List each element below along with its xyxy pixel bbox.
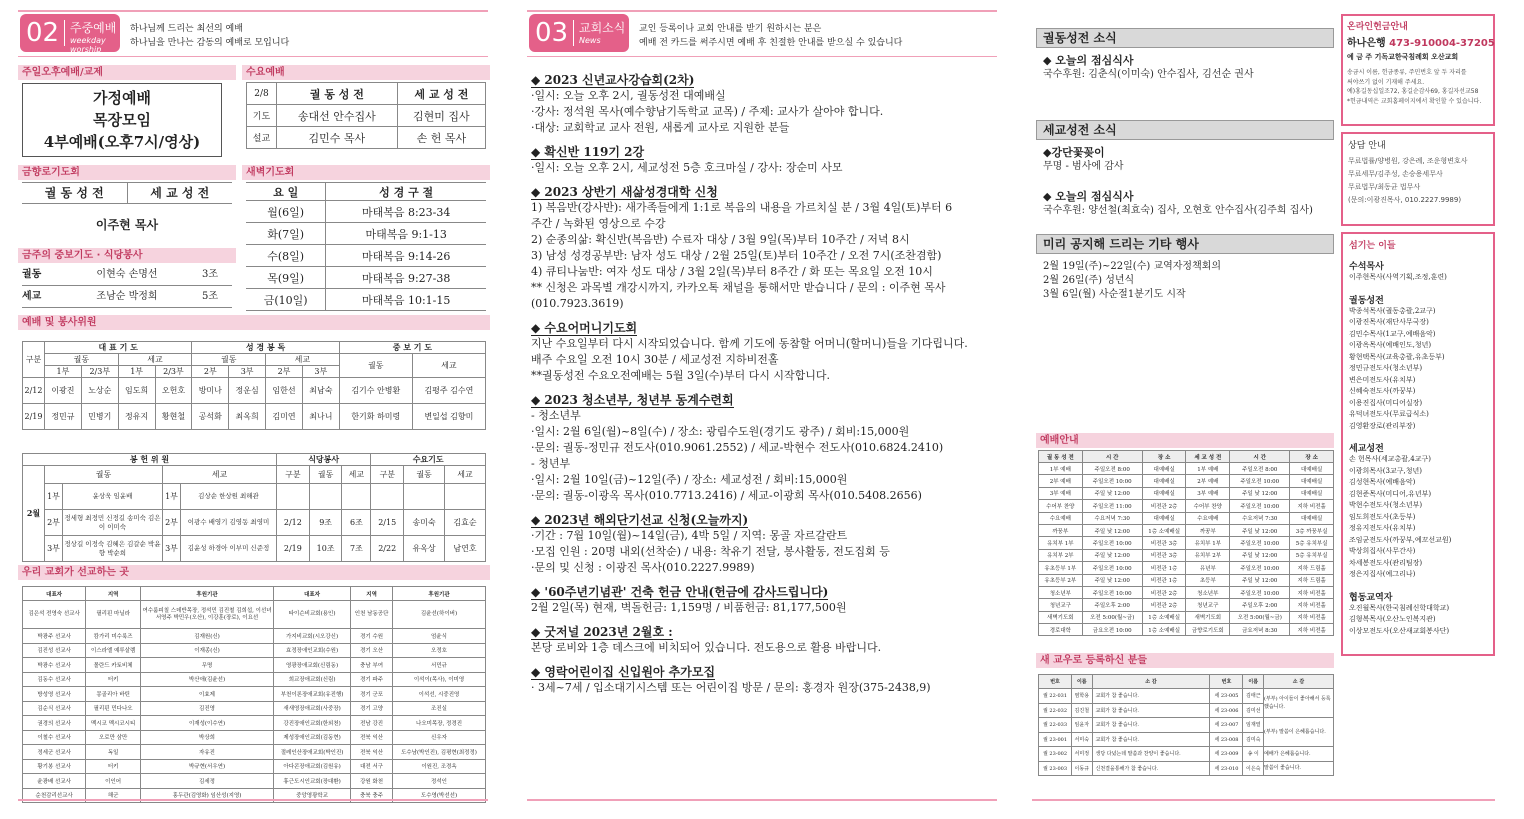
schedule-row: 유치부 1부 주일오전 10:00 비전관 3층 유치부 1부 주일오전 10:00 5층 유치부실	[1039, 537, 1334, 549]
schedule-row: 1부 예배 주일오전 8:00 대예배실 1부 예배 주일오전 8:00 대예배실	[1039, 463, 1334, 475]
sunday-line-3: 4부예배(오후7시/영상)	[43, 133, 201, 151]
friday-prayer-box: 궐 동 성 전 세 교 성 전 이주현 목사	[22, 182, 232, 246]
server-entry: 이광옥목사(예배인도,청년)	[1349, 341, 1432, 349]
news-line: 주간 / 녹화된 영상으로 수강	[531, 217, 666, 230]
server-entry: 정유지전도사(유치부)	[1349, 524, 1416, 532]
news-line: ·일시: 2월 10일(금)~12일(주) / 장소: 세교성전 / 회비:15,000원	[531, 473, 848, 486]
newcomer-row: 궐 22-032 김진철 교회가 참 좋습니다. 세 23-006 김미선	[1039, 703, 1334, 718]
friday-prayer-label: 금향로기도회	[18, 165, 236, 180]
server-entry: 이용진집사(미디어실장)	[1349, 398, 1423, 407]
server-entry: 김현준목사(미디어,유년부)	[1349, 489, 1432, 498]
schedule-table: 궐 동 성 전 시 간 장 소 세 교 성 전 시 간 장 소 1부 예배 주일오전 8:00 대예배실 1부 예배 주일오전 8:00 대예배실 2부 예배 주일오전 10:00 대예배실 2부 예배 주일오전 10:00 대예배실 3부 예배 주일 낮 12:00 대예배실 3부 예배 주일 낮 12:00 대예배실 수어부 찬양 주일오전 11:00 비전관 2층 수어부 찬양 주일오전 10:00 지하 비전홀 수요예배 수요저녁 7:30 대예배실 수요예배 수요저녁 7:30 대예배실 까꿍부 주일 낮 12:00 1층 소예배실 까꿍부 주일 낮 12:00 3층 까꿍부실 유치부 1부 주일오전 10:00 비전관 3층 유치부 1부 주일오전 10:00 5층 유치부실 유치부 2부 주일 낮 12:00 비전관 3층 유치부 2부 주일 낮 12:00 5층 유치부실 유초등부 1부 주일오전 10:00 비전관 1층 유년부 주일오전 10:00 지하 드림홀 유초등부 2부 주일 낮 12:00 비전관 1층 초등부 주일 낮 12:00 지하 드림홀 청소년부 주일오전 10:00 비전관 2층 청소년부 주일오전 10:00 지하 비전홀 청년교구 주일오후 2:00 비전관 2층 청년교구 주일오후 2:00 지하 비전홀 새벽기도회 오전 5:00(월~금) 1층 소예배실 새벽기도회 오전 5:00(월~금) 지하 비전홀 경로대학 금요오전 10:00 1층 소예배실 금향로기도회 금요저녁 8:30 지하 비전홀	[1038, 450, 1334, 636]
schedule-row: 3부 예배 주일 낮 12:00 대예배실 3부 예배 주일 낮 12:00 대예배실	[1039, 487, 1334, 499]
newcomer-row: 궐 23-003 이동규 신천결을통해가 참 좋습니다. 세 23-010 이은숙 말씀이 좋습니다.	[1039, 761, 1334, 776]
schedule-row: 유초등부 2부 주일 낮 12:00 비전관 1층 초등부 주일 낮 12:00 지하 드림홀	[1039, 574, 1334, 586]
news-line: ·모집 인원 : 20명 내외(선착순) / 내용: 착유기 전달, 봉사활동, 전도집회 등	[531, 545, 890, 558]
server-entry: 박종석목사(궐동총괄,2교구)	[1349, 306, 1436, 315]
server-entry: 이광희목사(3교구,청년)	[1349, 466, 1422, 475]
server-entry: 이상모전도사(오산새교회봉사단)	[1349, 626, 1450, 635]
mission-row: 순천감리선교사 해군 홍두관(김영화) 임산성(지영) 중앙영광학교 충북 충주 도수영(박선선)	[23, 788, 486, 803]
server-entry: 손 헌목사(세교총괄,4교구)	[1349, 455, 1431, 463]
newcomer-row: 궐 23-002 서미정 생당 다녔는데 말씀과 찬양이 좋습니다. 세 23-009 송 이 예배가 은혜롭습니다.	[1039, 747, 1334, 762]
server-entry: 변은미전도사(유치부)	[1349, 375, 1416, 384]
servants-row: 2/19 정민규 민병기 정유지 황현철 공석화 최옥희 김미연 최나니 한기화 하미령 변일섭 김향미	[23, 404, 486, 430]
news-line: ·문의: 궐동-이광옥 목사(010.7713.2416) / 세교-이광희 목사(010.5408.2656)	[531, 489, 922, 502]
mission-row: 박광주 선교사 캄가리 미수룩즈 김재원(신) 가지비교회(시오강신) 경기 수원 엄윤식	[23, 629, 486, 644]
news-line: ·기간 : 7월 10일(월)~14일(금), 4박 5일 / 지역: 몽골 자르갈란트	[531, 529, 848, 542]
page-03	[527, 8, 1497, 803]
news-line: (010.7923.3619)	[531, 297, 624, 310]
server-entry: 유덕녀전도사(무료급식소)	[1349, 410, 1429, 418]
page-03-description: 교인 등록이나 교회 안내를 받기 원하시는 분은 예배 전 카드를 써주시면 예배 후 친절한 안내를 받으실 수 있습니다	[639, 24, 903, 48]
wednesday-service-label: 수요예배	[242, 65, 490, 80]
schedule-row: 수어부 찬양 주일오전 11:00 비전관 2층 수어부 찬양 주일오전 10:00 지하 비전홀	[1039, 500, 1334, 512]
news-line: - 청소년부	[531, 409, 581, 422]
news-heading: ◆ '60주년기념관' 건축 헌금 안내(헌금에 감사드립니다)	[531, 585, 829, 599]
news-line: 1) 복음반(강사반): 새가족들에게 1:1로 복음의 내용을 가르치실 분 / 3월 4일(토)부터 6	[531, 201, 953, 214]
friday-leader: 이주현 목사	[95, 218, 159, 232]
servants-table: 구분 대 표 기 도 성 경 봉 독 중 보 기 도 궐동 세교 궐동 세교 궐동 세교 1부 2/3부 1부 2/3부 2부 3부 2부 3부 2/12 이광진 노상순 임도희 오헌호 방미나 정운심 임한선 최남숙 김기수 안병환 김평주 김수연 2/19 정민규 민병기 정유지 황현철 공석화 최옥희 김미연 최나니 한기화 하미령 변일섭 김향미	[22, 341, 486, 430]
news-line: ·일시: 2월 6일(월)~8일(수) / 장소: 광림수도원(경기도 광주) / 회비:15,000원	[531, 425, 910, 438]
page-03-badge: 03 교회소식 News	[529, 14, 629, 52]
news-line: ·문의 및 신청 : 이광진 목사(010.2227.9989)	[531, 561, 755, 574]
schedule-row: 청년교구 주일오후 2:00 비전관 2층 청년교구 주일오후 2:00 지하 비전홀	[1039, 599, 1334, 611]
wednesday-table: 2/8 궐 동 성 전 세 교 성 전 기도 송대선 안수집사 김현미 집사 설교 김민수 목사 손 헌 목사	[246, 82, 486, 149]
page-02-description: 하나님께 드리는 최선의 예배 하나님을 만나는 감동의 예배로 모입니다	[130, 24, 290, 48]
server-entry: 차세봉전도사(관리팀장)	[1349, 558, 1423, 567]
sunday-line-2: 목장모임	[93, 111, 151, 129]
server-entry: 오진월목사(한국침례신학대학교)	[1349, 603, 1450, 612]
news-heading: ◆ 2023 청소년부, 청년부 동계수련회	[531, 393, 734, 407]
news-line: ** 신청은 과목별 개강시까지, 카카오톡 채널을 통해서만 받습니다 / 문의 : 이주현 목사	[531, 281, 946, 294]
server-entry: 박현수전도사(청소년부)	[1349, 501, 1423, 509]
offering-row: 2부 정세형 최정민 신정길 송미숙 김은이 이미숙 2부 이광수 배영기 김영동 최영미 2/12 9조 6조 2/15 송미숙 김효순	[23, 510, 486, 536]
page-02-badge	[20, 14, 120, 52]
schedule-label: 예배안내	[1036, 433, 1334, 448]
dawn-prayer-label: 새벽기도회	[242, 165, 490, 180]
segyo-news-title: 세교성전 소식	[1036, 120, 1334, 140]
mission-table: 대표자 지역 후원기관 대표자 지역 후원기관 김은석 전영숙 선교사 필리핀 마닐라 여수룸피칠 스데반목장, 정석민 김진철 김희섭, 이선녀 서영주 박민우(오산), 이강훈(장로), 이요선 타이슨비교회(용인) 인천 남동공단 김윤선(하이버) 박광주 선교사 캄가리 미수룩즈 김재원(신) 가지비교회(시오강신) 경기 수원 엄윤식 김진성 선교사 이스라엘 예루살렘 이재종(신) 효정장애인교회(수원) 경기 오산 오정호 박광수 선교사 몰란드 카토비체 무명 영광장애교회(신림동) 충남 부여 서민규 김동수 선교사 터키 박산애(김윤선) 희교장애교회(신림) 경기 파주 이석이(목사), 이미영 방성영 선교사 몽골리아 바틴 이효제 부천이론장애교회(유진행) 경기 군포 이석선, 시중진영 김순식 선교사 필리핀 민다나오 김진영 새새영장애교회(사중장) 경기 고양 조진실 권경의 선교사 멕시코 멕시코시티 이재성(이수연) 강진장애인교회(한외천) 전남 강진 나오미목장, 정경진 이철수 선교사 오로만 삼만 박상희 제성장애인교회(김동현) 전북 익산 신우자 정세군 선교사 독일 자유진 절레인산장애교회(박인진) 전북 익산 도수남(박인진), 김평현(최정정) 황기봉 선교사 터키 박규현(서우연) 아다콘장애교회(김원유) 대전 서구 이원진, 조경옥 윤광배 선교사 이인어 김세정 휴근도시인교회(장대환) 강원 화천 정석인 순천감리선교사 해군 홍두관(김영화) 임산성(지영) 중앙영광학교 충북 충주 도수영(박선선)	[22, 586, 486, 803]
counseling-box: 상담 안내 무료법률/양병원, 강은례, 조운형변호사 무료세무/김주성, 손승용세무사 무료법무/최동균 법무사 (문의:이광진목사, 010.2227.9989)	[1341, 132, 1495, 226]
server-entry: 이광진목사(재단사무국장)	[1349, 318, 1429, 326]
mission-row: 황기봉 선교사 터키 박규현(서우연) 아다콘장애교회(김원유) 대전 서구 이원진, 조경옥	[23, 759, 486, 774]
news-line: 2월 2일(목) 현재, 벽돌헌금: 1,159명 / 비품헌금: 81,177,500원	[531, 601, 847, 614]
newcomers-table: 번호 이름 소 감 번호 이름 소 감 궐 22-031 염학용 교회가 참 좋습니다. 세 23-005 김태근 (부부) 아이들이 좋아해서 등록했습니다. 궐 22-032 김진철 교회가 참 좋습니다. 세 23-006 김미선 궐 22-033 임윤자 교회가 참 좋습니다. 세 23-007 임재열 (부부) 말씀이 은혜롭습니다. 궐 23-001 서미숙 교회가 참 좋습니다. 세 23-008 김미숙 궐 23-002 서미정 생당 다녔는데 말씀과 찬양이 좋습니다. 세 23-009 송 이 예배가 은혜롭습니다. 궐 23-003 이동규 신천결을통해가 참 좋습니다. 세 23-010 이은숙 말씀이 좋습니다.	[1038, 674, 1334, 776]
server-entry: 김형복목사(오산노인복지관)	[1349, 615, 1436, 623]
dawn-row: 목(9일) 마태복음 9:27-38	[246, 267, 486, 289]
dawn-row: 금(10일) 마태복음 10:1-15	[246, 289, 486, 311]
news-heading: ◆ 확신반 119기 2강	[531, 145, 645, 159]
news-line: 4) 큐티나눔반: 여자 성도 대상 / 3월 2일(목)부터 8주간 / 화 또는 목요일 오전 10시	[531, 265, 933, 278]
news-line: ·대상: 교회학교 교사 전원, 새롭게 교사로 지원한 분들	[531, 121, 790, 134]
server-entry: 김성현목사(예배음악)	[1349, 478, 1416, 486]
dawn-row: 화(7일) 마태복음 9:1-13	[246, 223, 486, 245]
dawn-row: 수(8일) 마태복음 9:14-26	[246, 245, 486, 267]
page-02	[18, 8, 490, 803]
news-line: ·일시: 오늘 오후 2시, 궐동성전 대예배실	[531, 89, 726, 102]
midweek-intercession-label: 금주의 중보기도 · 식당봉사	[18, 248, 236, 263]
schedule-row: 수요예배 수요저녁 7:30 대예배실 수요예배 수요저녁 7:30 대예배실	[1039, 512, 1334, 524]
mission-row: 김진성 선교사 이스라엘 예루살렘 이재종(신) 효정장애인교회(수원) 경기 오산 오정호	[23, 643, 486, 658]
server-entry: 정은지집사(예그리나)	[1349, 570, 1416, 578]
servers-box: 섬기는 이들 수석목사 이주현목사(사역기획,조정,훈련) 궐동성전 박종석목사(궐동총괄,2교구) 이광진목사(재단사무국장) 김민수목사(1교구,예배음악) 이광옥목사(예배인도,청년) 황현택목사(교육총괄,유초등부) 정민규전도사(청소년부) 변은미전도사(유치부) 신혜숙전도사(까꿍부) 이용진집사(미디어실장) 유덕녀전도사(무료급식소) 김영환장로(관리부장) 세교성전 손 헌목사(세교총괄,4교구) 이광희목사(3교구,청년) 김성현목사(예배음악) 김현준목사(미디어,유년부) 박현수전도사(청소년부) 임도희전도사(초등부) 정유지전도사(유치부) 조임균전도사(까꿍부,예꼬선교원) 박상희집사(사무간사) 차세봉전도사(관리팀장) 정은지집사(예그리나) 협동교역자 오진월목사(한국침례신학대학교) 김형복목사(오산노인복지관) 이상모전도사(오산새교회봉사단)	[1341, 232, 1495, 656]
offering-row: 1부 윤상욱 임윤배 1부 김상순 한상원 최해관	[23, 484, 486, 510]
online-offering-box: 온라인헌금안내 하나은행 473-910004-37205 예 금 주 기독교한국침례회 오산교회 송금시 이름, 헌금종류, 주민번호 앞 두 자리를 써야쓰기 없이 기재해 주세요. 예)홍길동십일조72, 홍길순감사69, 홍길자선교58 *헌금내역은 교회홈페이지에서 확인할 수 있습니다.	[1341, 14, 1495, 126]
page-number: 02	[26, 18, 60, 48]
dawn-prayer-table: 요 일 성 경 구 절 월(6일) 마태복음 8:23-34 화(7일) 마태복음 9:1-13 수(8일) 마태복음 9:14-26 목(9일) 마태복음 9:27-38 금(10일) 마태복음 10:1-15	[246, 182, 486, 311]
schedule-row: 유초등부 1부 주일오전 10:00 비전관 1층 유년부 주일오전 10:00 지하 드림홀	[1039, 562, 1334, 574]
servants-label: 예배 및 봉사위원	[18, 315, 490, 330]
newcomer-row: 궐 22-031 염학용 교회가 참 좋습니다. 세 23-005 김태근 (부부) 아이들이 좋아해서 등록했습니다.	[1039, 689, 1334, 704]
schedule-row: 새벽기도회 오전 5:00(월~금) 1층 소예배실 새벽기도회 오전 5:00(월~금) 지하 비전홀	[1039, 611, 1334, 623]
schedule-row: 까꿍부 주일 낮 12:00 1층 소예배실 까꿍부 주일 낮 12:00 3층 까꿍부실	[1039, 524, 1334, 536]
section-title: 주중예배	[70, 21, 117, 35]
section-subtitle: weekday worship	[70, 36, 106, 54]
server-entry: 임도희전도사(초등부)	[1349, 512, 1416, 521]
news-line: 3) 남성 성경공부반: 남자 성도 대상 / 2월 25일(토)부터 10주간 / 오전 7시(조찬겸함)	[531, 249, 942, 262]
news-heading: ◆ 2023 신년교사강습회(2차)	[531, 73, 695, 87]
sunday-service-label: 주일오후예배/교제	[18, 65, 236, 80]
intercession-box: 궐동 이현숙 손명선 3조 세교 조남순 박정희 5조	[22, 264, 232, 308]
server-entry: 정민규전도사(청소년부)	[1349, 364, 1423, 372]
schedule-row: 유치부 2부 주일 낮 12:00 비전관 3층 유치부 2부 주일 낮 12:00 5층 유치부실	[1039, 549, 1334, 561]
dawn-row: 월(6일) 마태복음 8:23-34	[246, 201, 486, 223]
offering-row: 3부 정상길 이정숙 김혜은 김갈순 박윤향 박순희 3부 김윤성 하경아 이부미 신준정 2/19 10조 7조 2/22 유옥상 남연호	[23, 536, 486, 562]
gwoldong-news-title: 궐동성전 소식	[1036, 28, 1334, 48]
newcomers-label: 새 교우로 등록하신 분들	[1036, 653, 1334, 668]
news-heading: ◆ 영락어린이집 신입원아 추가모집	[531, 665, 716, 679]
server-entry: 조임균전도사(까꿍부,예꼬선교원)	[1349, 535, 1452, 544]
news-line: 지난 수요일부터 다시 시작되었습니다. 함께 기도에 동참할 어머니(할머니)들을 기다립니다.	[531, 337, 968, 350]
newcomer-row: 궐 23-001 서미숙 교회가 참 좋습니다. 세 23-008 김미숙	[1039, 732, 1334, 747]
schedule-row: 청소년부 주일오전 10:00 비전관 2층 청소년부 주일오전 10:00 지하 비전홀	[1039, 586, 1334, 598]
gwoldong-news: ◆ 오늘의 점심식사 국수후원: 김춘식(이미숙) 안수집사, 김선순 권사	[1043, 54, 1254, 80]
mission-row: 김순식 선교사 필리핀 민다나오 김진영 새새영장애교회(사중장) 경기 고양 조진실	[23, 701, 486, 716]
newcomer-row: 궐 22-033 임윤자 교회가 참 좋습니다. 세 23-007 임재열 (부부) 말씀이 은혜롭습니다.	[1039, 718, 1334, 733]
mission-row: 김동수 선교사 터키 박산애(김윤선) 희교장애교회(신림) 경기 파주 이석이(목사), 이미영	[23, 672, 486, 687]
mission-label: 우리 교회가 선교하는 곳	[18, 565, 490, 580]
mission-row: 권경의 선교사 멕시코 멕시코시티 이재성(이수연) 강진장애인교회(한외천) 전남 강진 나오미목장, 정경진	[23, 716, 486, 731]
server-entry: 황현택목사(교육총괄,유초등부)	[1349, 352, 1445, 361]
news-line: · 3세~7세 / 입소대기시스템 또는 어린이집 방문 / 문의: 홍경자 원장(375-2438,9)	[531, 681, 931, 694]
news-heading: ◆ 굿저널 2023년 2월호 :	[531, 625, 673, 639]
mission-row: 윤광배 선교사 이인어 김세정 휴근도시인교회(장대환) 강원 화천 정석인	[23, 774, 486, 789]
schedule-row: 2부 예배 주일오전 10:00 대예배실 2부 예배 주일오전 10:00 대예배실	[1039, 475, 1334, 487]
sunday-line-1: 가정예배	[93, 89, 151, 107]
news-line: **궐동성전 수요오전예배는 5월 3일(수)부터 다시 시작합니다.	[531, 369, 830, 382]
sunday-service-box	[22, 83, 222, 157]
segyo-news: ◆강단꽃꽂이 무명 - 범사에 감사 ◆ 오늘의 점심식사 국수후원: 양선철(최효숙) 집사, 오현호 안수집사(김주희 집사)	[1043, 146, 1313, 216]
news-heading: ◆ 2023 상반기 새삶성경대학 신청	[531, 185, 718, 199]
news-line: ·문의: 궐동-정민규 전도사(010.9061.2552) / 세교-박현수 전도사(010.6824.2410)	[531, 441, 944, 454]
mission-row: 이철수 선교사 오로만 삼만 박상희 제성장애인교회(김동현) 전북 익산 신우자	[23, 730, 486, 745]
news-list	[531, 64, 1001, 696]
misc-events-title: 미리 공지해 드리는 기타 행사	[1036, 234, 1334, 254]
server-entry: 박상희집사(사무간사)	[1349, 547, 1416, 555]
news-line: - 청년부	[531, 457, 571, 470]
news-line: 본당 로비와 1층 데스크에 비치되어 있습니다. 전도용으로 활용 바랍니다.	[531, 641, 882, 654]
servants-row: 2/12 이광진 노상순 임도희 오헌호 방미나 정운심 임한선 최남숙 김기수 안병환 김평주 김수연	[23, 378, 486, 404]
news-line: ·강사: 정석원 목사(예수향남기독학교 교목) / 주제: 교사가 살아야 합니다.	[531, 105, 884, 118]
mission-row: 박광수 선교사 몰란드 카토비체 무명 영광장애교회(신림동) 충남 부여 서민규	[23, 658, 486, 673]
news-line: ·일시: 오늘 오후 2시, 세교성전 5층 호크마실 / 강사: 장순미 사모	[531, 161, 843, 174]
schedule-row: 경로대학 금요오전 10:00 1층 소예배실 금향로기도회 금요저녁 8:30 지하 비전홀	[1039, 624, 1334, 636]
news-line: 배주 수요일 오전 10시 30분 / 세교성전 지하비전홀	[531, 353, 779, 366]
offering-committee-table: 봉 헌 위 원 식당봉사 수요기도 2월 궐동 세교 구분 궐동 세교 구분 궐동 세교 1부 윤상욱 임윤배 1부 김상순 한상원 최해관 2부 정세형 최정민 신정길 송미숙 김은이 이미숙 2부 이광수 배영기 김영동 최영미 2/12 9조 6조 2/15 송미숙 김효순 3부 정상길 이정숙 김혜은 김갈순 박윤향 박순희 3부 김윤성 하경아 이부미 신준정 2/19 10조 7조 2/22 유옥상 남연호	[22, 453, 486, 562]
news-heading: ◆ 수요어머니기도회	[531, 321, 638, 335]
server-entry: 신혜숙전도사(까꿍부)	[1349, 387, 1416, 395]
mission-row: 정세군 선교사 독일 자유진 절레인산장애교회(박인진) 전북 익산 도수남(박인진), 김평현(최정정)	[23, 745, 486, 760]
server-entry: 김민수목사(1교구,예배음악)	[1349, 329, 1436, 338]
mission-row: 방성영 선교사 몽골리아 바틴 이효제 부천이론장애교회(유진행) 경기 군포 이석선, 시중진영	[23, 687, 486, 702]
mission-row: 김은석 전영숙 선교사 필리핀 마닐라 여수룸피칠 스데반목장, 정석민 김진철 김희섭, 이선녀 서영주 박민우(오산), 이강훈(장로), 이요선 타이슨비교회(용인) 인천 남동공단 김윤선(하이버)	[23, 601, 486, 629]
news-heading: ◆ 2023년 해외단기선교 신청(오늘까지)	[531, 513, 749, 527]
server-entry: 김영환장로(관리부장)	[1349, 421, 1416, 430]
news-line: 2) 순종의삶: 확신반(복음반) 수료자 대상 / 3월 9일(목)부터 10주간 / 저녁 8시	[531, 233, 910, 246]
misc-events: 2월 19일(주)~22일(수) 교역자정책회의 2월 26일(주) 성년식 3월 6일(월) 사순절1분기도 시작	[1043, 261, 1222, 300]
